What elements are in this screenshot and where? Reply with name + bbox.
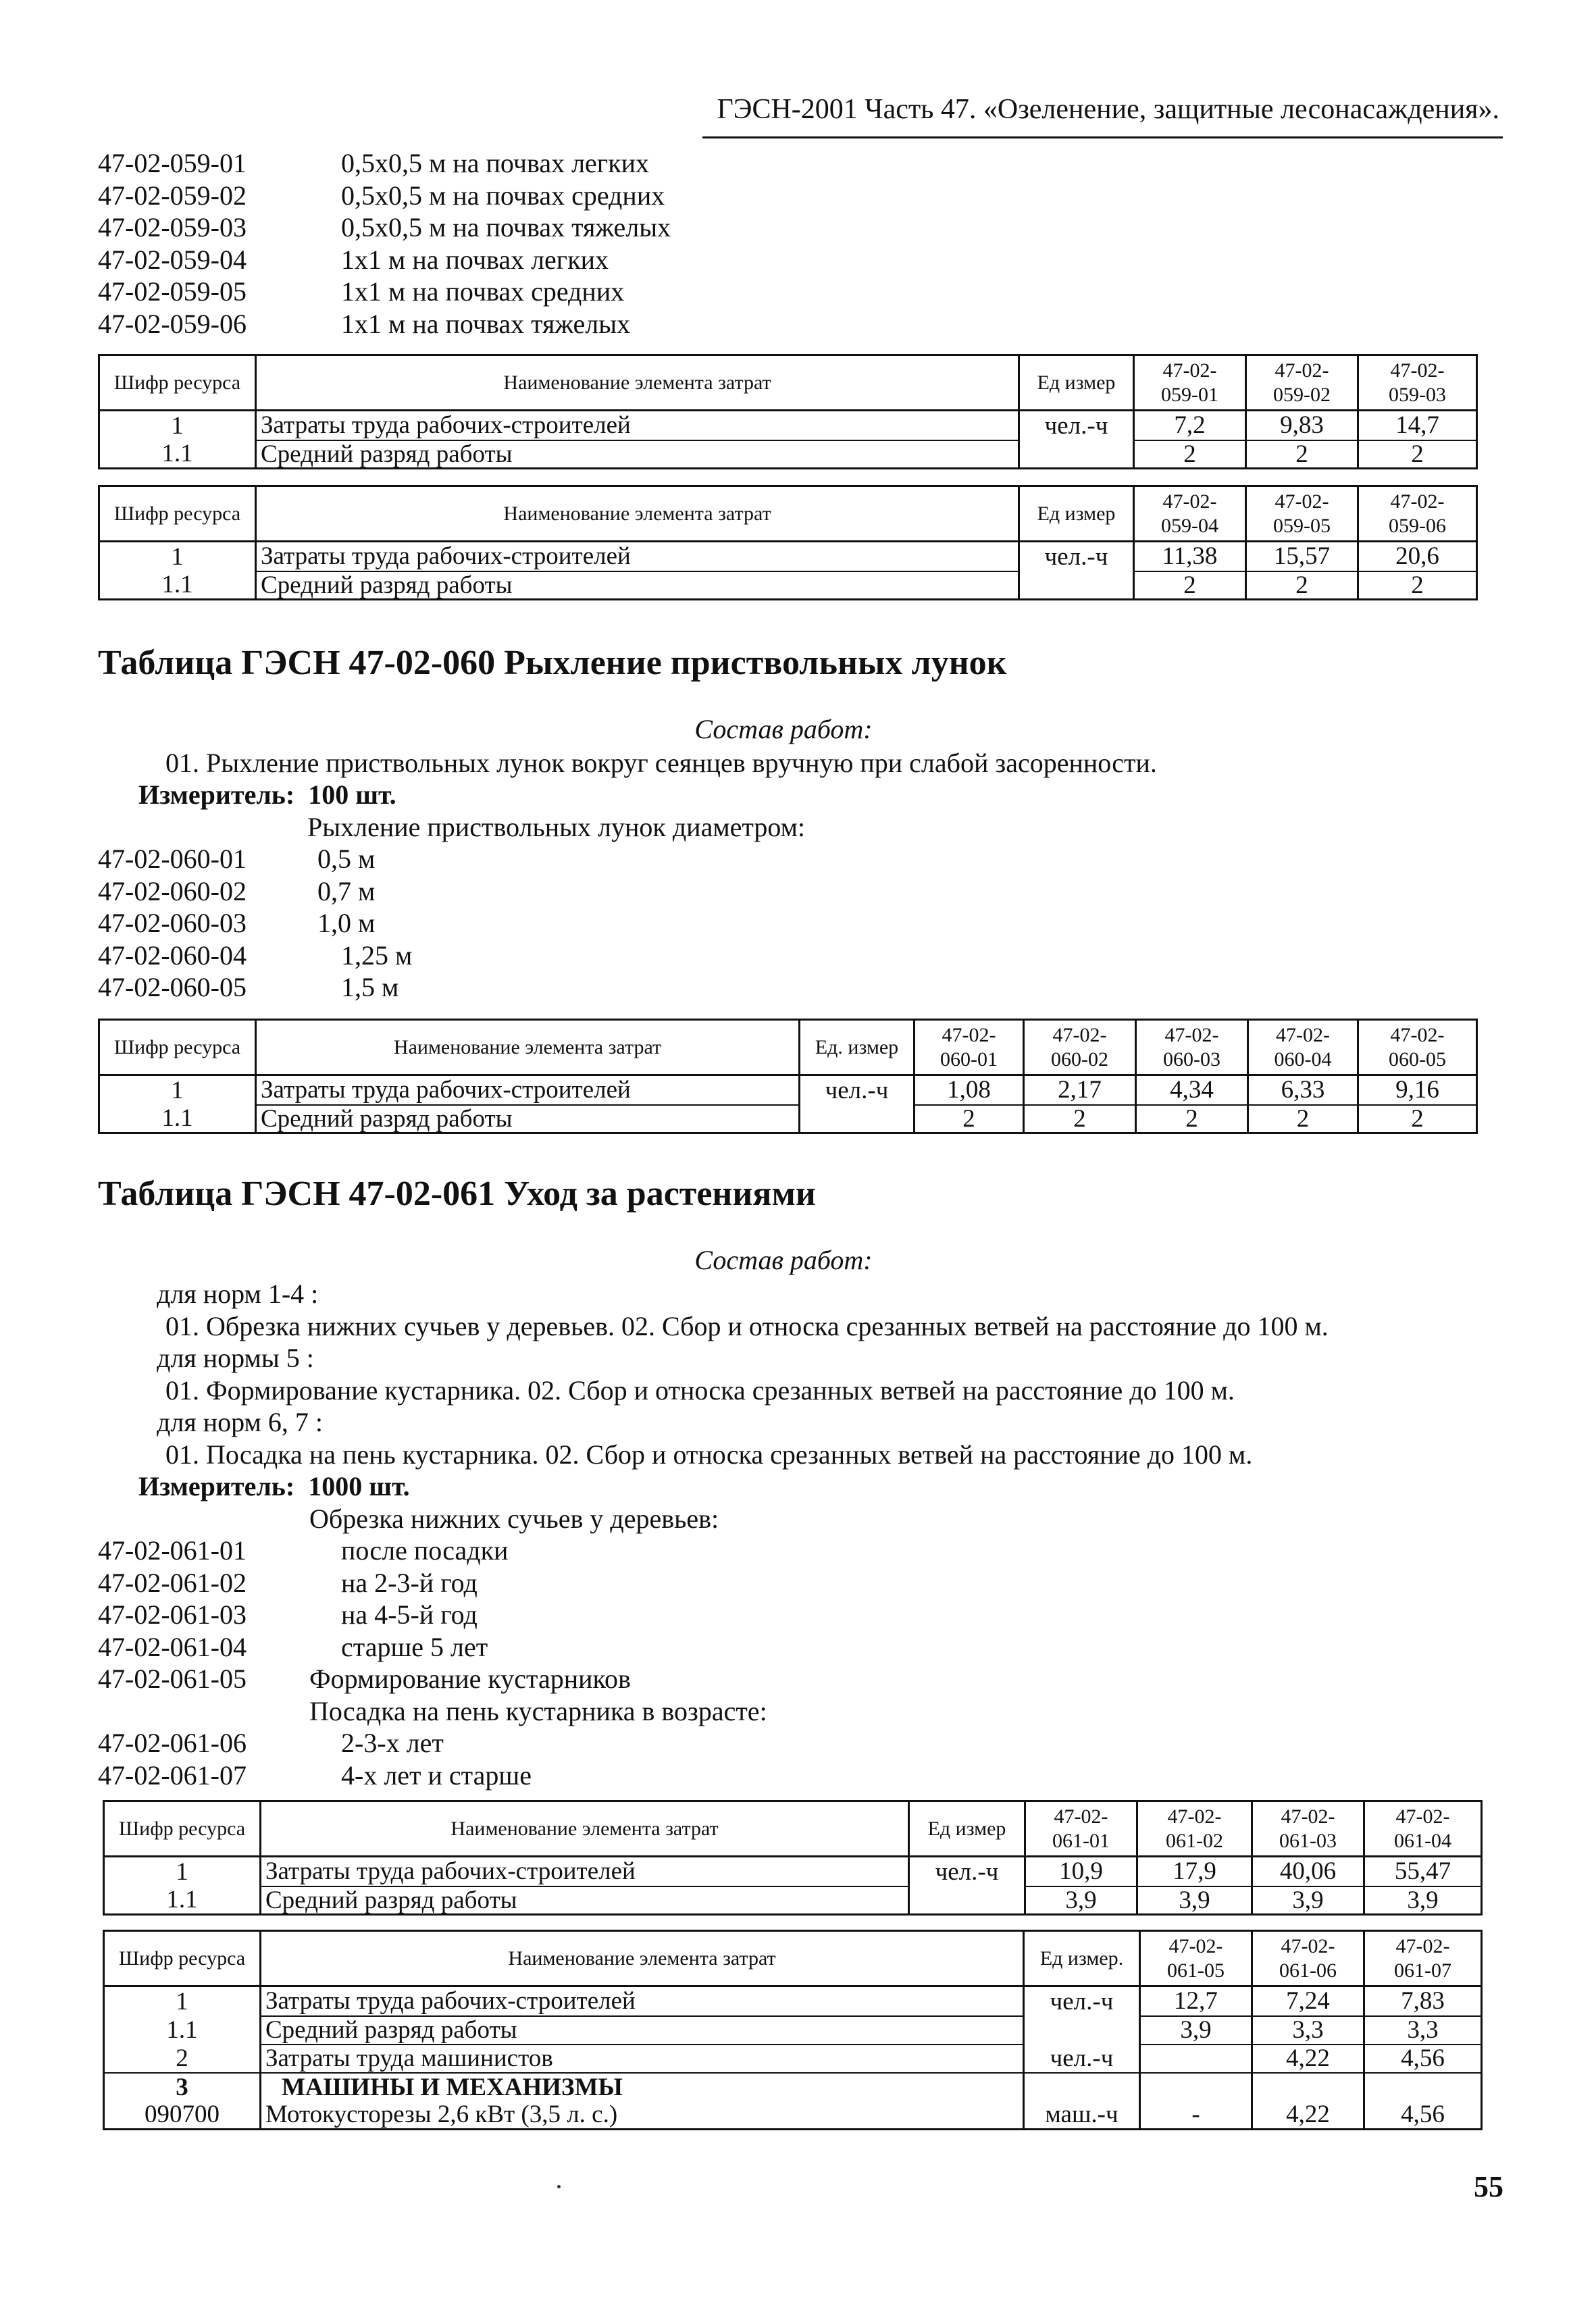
- meter-value: 1000 шт.: [308, 1471, 410, 1501]
- column-header: 47-02- 059-01: [1134, 355, 1246, 411]
- table-header-row: [99, 355, 1477, 411]
- list-intro: Посадка на пень кустарника в возрасте:: [309, 1695, 767, 1726]
- cell: 7,24: [1252, 1986, 1364, 2016]
- table-header-row: [104, 1931, 1482, 1986]
- meter-value: 100 шт.: [308, 779, 396, 810]
- cell: 15,57: [1246, 542, 1358, 571]
- cell: 2,17: [1024, 1075, 1136, 1105]
- cell: чел.-ч: [1024, 2045, 1140, 2073]
- column-header: Наименование элемента затрат: [256, 486, 1019, 542]
- norm-code: 47-02-061-05: [98, 1664, 247, 1694]
- cell: 2: [1134, 440, 1246, 469]
- norm-scope: для норм 6, 7 :: [157, 1407, 323, 1437]
- norm-text: 1,0 м: [317, 908, 376, 938]
- cell: 2: [1248, 1105, 1358, 1133]
- column-header: Наименование элемента затрат: [261, 1931, 1024, 1986]
- meter-line: [138, 1470, 410, 1502]
- cell: 2: [104, 2045, 261, 2073]
- list-intro: Рыхление приствольных лунок диаметром:: [307, 812, 806, 842]
- cell: Затраты труда рабочих-строителей: [256, 1075, 800, 1105]
- list-item: [98, 1599, 767, 1631]
- table-header-row: [99, 486, 1477, 542]
- norm-code: 47-02-060-04: [98, 940, 247, 971]
- norm-code: 47-02-060-01: [98, 844, 247, 874]
- cell: 17,9: [1137, 1857, 1252, 1886]
- cell: 9,83: [1246, 411, 1358, 440]
- cell: 2: [1024, 1105, 1136, 1133]
- norm-scope: для нормы 5 :: [157, 1343, 314, 1373]
- column-header: 47-02- 059-03: [1358, 355, 1477, 411]
- table-header-row: [104, 1801, 1482, 1857]
- cell: Средний разряд работы: [261, 1886, 909, 1915]
- cell: 3,9: [1025, 1886, 1137, 1915]
- table-row: [99, 542, 1477, 571]
- cell: -: [1140, 2101, 1252, 2130]
- cell: 1.1: [104, 2016, 261, 2045]
- column-header: Наименование элемента затрат: [256, 355, 1019, 411]
- cell: Средний разряд работы: [256, 1105, 800, 1133]
- column-header: Шифр ресурса: [104, 1801, 261, 1857]
- table-row: [99, 411, 1477, 440]
- cell: 2: [1136, 1105, 1248, 1133]
- meter-label: Измеритель:: [138, 779, 295, 810]
- list-item: [98, 1663, 767, 1695]
- list-item: [98, 1535, 767, 1567]
- cell: [1140, 2045, 1252, 2073]
- cell: 1.1: [104, 1886, 261, 1915]
- norm-code: 47-02-060-05: [98, 972, 247, 1002]
- table-header-row: [99, 1020, 1477, 1075]
- norm-list-061: [98, 1535, 767, 1791]
- cell: 2: [1246, 440, 1358, 469]
- column-header: 47-02- 059-05: [1246, 486, 1358, 542]
- column-header: 47-02- 061-05: [1140, 1931, 1252, 1986]
- norm-text: старше 5 лет: [341, 1631, 488, 1662]
- resource-table-061-b: [103, 1930, 1483, 2130]
- cell: 090700: [104, 2101, 261, 2130]
- norm-text: 0,7 м: [317, 875, 376, 906]
- norm-code: 47-02-061-02: [98, 1567, 247, 1598]
- list-item: [98, 971, 412, 1004]
- column-header: 47-02- 060-01: [915, 1020, 1024, 1075]
- cell: чел.-ч: [1019, 411, 1134, 440]
- list-item: [98, 1567, 767, 1599]
- cell: 4,34: [1136, 1075, 1248, 1105]
- cell: Затраты труда рабочих-строителей: [256, 542, 1019, 571]
- table-row: [99, 1105, 1477, 1133]
- cell: Затраты труда рабочих-строителей: [261, 1986, 1024, 2016]
- column-header: 47-02- 061-06: [1252, 1931, 1364, 1986]
- list-item: [98, 875, 412, 908]
- norm-code: 47-02-061-04: [98, 1631, 247, 1662]
- cell: чел.-ч: [1024, 1986, 1140, 2016]
- cell: Мотокусторезы 2,6 кВт (3,5 л. с.): [261, 2101, 1024, 2130]
- column-header: 47-02- 059-02: [1246, 355, 1358, 411]
- cell: 2: [1134, 571, 1246, 600]
- norm-code: 47-02-061-07: [98, 1759, 247, 1791]
- list-item: [98, 843, 412, 875]
- meter-label: Измеритель:: [138, 1471, 295, 1501]
- section-title-060: Таблица ГЭСН 47-02-060 Рыхление приствольных лунок: [98, 644, 1007, 682]
- column-header: 47-02- 059-04: [1134, 486, 1246, 542]
- table-row: [104, 2016, 1482, 2045]
- norm-list-060: [98, 843, 412, 1004]
- list-item: [98, 211, 671, 244]
- table-row: [104, 2073, 1482, 2101]
- resource-table-059-b: [98, 485, 1478, 600]
- norm-text: на 4-5-й год: [341, 1599, 478, 1630]
- list-item: [98, 1695, 767, 1728]
- norm-scope: для норм 1-4 :: [157, 1279, 319, 1309]
- norm-code: 47-02-059-02: [98, 180, 247, 211]
- column-header: Ед измер: [1019, 486, 1134, 542]
- column-header: Ед измер: [1019, 355, 1134, 411]
- norm-text: 4-х лет и старше: [341, 1759, 532, 1791]
- cell: 3,9: [1137, 1886, 1252, 1915]
- norm-text: после посадки: [341, 1535, 509, 1566]
- column-header: 47-02- 059-06: [1358, 486, 1477, 542]
- norm-code: 47-02-060-03: [98, 908, 247, 938]
- column-header: 47-02- 061-07: [1364, 1931, 1482, 1986]
- page-number: 55: [1474, 2170, 1503, 2203]
- norm-text: 1х1 м на почвах легких: [341, 244, 609, 275]
- cell: 10,9: [1025, 1857, 1137, 1886]
- cell: 2: [1358, 1105, 1477, 1133]
- norm-code: 47-02-061-01: [98, 1535, 247, 1566]
- cell: [800, 1105, 915, 1133]
- cell: 1.1: [99, 571, 256, 600]
- cell: 1,08: [915, 1075, 1024, 1105]
- list-item: [98, 940, 412, 972]
- list-item: [98, 1727, 767, 1759]
- column-header: Ед. измер: [800, 1020, 915, 1075]
- cell: 3,9: [1364, 1886, 1482, 1915]
- column-header: 47-02- 061-01: [1025, 1801, 1137, 1857]
- list-intro: Обрезка нижних сучьев у деревьев:: [309, 1503, 719, 1534]
- table-row: [104, 1986, 1482, 2016]
- cell: 7,83: [1364, 1986, 1482, 2016]
- norm-code: 47-02-061-03: [98, 1599, 247, 1630]
- column-header: Шифр ресурса: [99, 1020, 256, 1075]
- cell: Затраты труда рабочих-строителей: [261, 1857, 909, 1886]
- cell: 3: [104, 2073, 261, 2101]
- cell: [1140, 2073, 1252, 2101]
- composition-label: Состав работ:: [694, 1245, 873, 1275]
- cell: 1: [104, 1986, 261, 2016]
- column-header: 47-02- 060-03: [1136, 1020, 1248, 1075]
- cell: 6,33: [1248, 1075, 1358, 1105]
- cell: [909, 1886, 1025, 1915]
- list-item: [98, 308, 671, 340]
- resource-table-061-a: [103, 1800, 1483, 1916]
- column-header: Ед измер: [909, 1801, 1025, 1857]
- list-item: [98, 147, 671, 180]
- cell: 4,22: [1252, 2101, 1364, 2130]
- norm-text: 1х1 м на почвах средних: [341, 276, 625, 307]
- column-header: 47-02- 060-02: [1024, 1020, 1136, 1075]
- cell: 3,9: [1252, 1886, 1364, 1915]
- norm-code: 47-02-059-03: [98, 212, 247, 242]
- list-item: [98, 244, 671, 276]
- column-header: Ед измер.: [1024, 1931, 1140, 1986]
- cell: 2: [1246, 571, 1358, 600]
- norm-text: 0,5х0,5 м на почвах тяжелых: [341, 212, 671, 242]
- column-header: 47-02- 061-04: [1364, 1801, 1482, 1857]
- cell: чел.-ч: [800, 1075, 915, 1105]
- table-row: [104, 1886, 1482, 1915]
- work-description: 01. Посадка на пень кустарника. 02. Сбор и относка срезанных ветвей на расстояние до 100 м.: [165, 1439, 1253, 1470]
- column-header: 47-02- 060-05: [1358, 1020, 1477, 1075]
- cell: 11,38: [1134, 542, 1246, 571]
- list-item: [98, 1759, 767, 1792]
- cell: Средний разряд работы: [256, 440, 1019, 469]
- cell: 1: [104, 1857, 261, 1886]
- cell: 55,47: [1364, 1857, 1482, 1886]
- norm-list-059: [98, 147, 671, 340]
- cell: маш.-ч: [1024, 2101, 1140, 2130]
- cell: 4,56: [1364, 2045, 1482, 2073]
- cell: 1: [99, 542, 256, 571]
- column-header: 47-02- 061-02: [1137, 1801, 1252, 1857]
- cell: 2: [1358, 571, 1477, 600]
- cell: 14,7: [1358, 411, 1477, 440]
- cell: МАШИНЫ И МЕХАНИЗМЫ: [261, 2073, 1024, 2101]
- cell: 3,3: [1364, 2016, 1482, 2045]
- cell: 1: [99, 1075, 256, 1105]
- column-header: Шифр ресурса: [99, 355, 256, 411]
- norm-code: 47-02-059-06: [98, 308, 247, 339]
- section-title-061: Таблица ГЭСН 47-02-061 Уход за растениями: [98, 1175, 816, 1213]
- norm-text: 1,5 м: [341, 972, 399, 1002]
- cell: 1.1: [99, 440, 256, 469]
- cell: 9,16: [1358, 1075, 1477, 1105]
- cell: Средний разряд работы: [256, 571, 1019, 600]
- resource-table-060: [98, 1019, 1478, 1134]
- table-row: [104, 1857, 1482, 1886]
- cell: 7,2: [1134, 411, 1246, 440]
- norm-text: 0,5х0,5 м на почвах легких: [341, 148, 650, 178]
- cell: 20,6: [1358, 542, 1477, 571]
- cell: Затраты труда рабочих-строителей: [256, 411, 1019, 440]
- norm-code: 47-02-060-02: [98, 875, 247, 906]
- cell: 1: [99, 411, 256, 440]
- cell: 4,56: [1364, 2101, 1482, 2130]
- cell: Затраты труда машинистов: [261, 2045, 1024, 2073]
- table-row: [99, 440, 1477, 469]
- running-header: ГЭСН-2001 Часть 47. «Озеленение, защитные лесонасаждения».: [717, 94, 1499, 125]
- cell: 2: [1358, 440, 1477, 469]
- cell: 4,22: [1252, 2045, 1364, 2073]
- work-description: 01. Формирование кустарника. 02. Сбор и относка срезанных ветвей на расстояние до 100 м.: [165, 1375, 1235, 1406]
- resource-table-059-a: [98, 354, 1478, 469]
- norm-code: 47-02-059-04: [98, 244, 247, 275]
- cell: [1024, 2073, 1140, 2101]
- cell: чел.-ч: [1019, 542, 1134, 571]
- work-description: 01. Обрезка нижних сучьев у деревьев. 02. Сбор и относка срезанных ветвей на расстояние до 100 м.: [165, 1311, 1329, 1341]
- cell: [1024, 2016, 1140, 2045]
- cell: 12,7: [1140, 1986, 1252, 2016]
- norm-code: 47-02-059-05: [98, 276, 247, 307]
- column-header: Наименование элемента затрат: [256, 1020, 800, 1075]
- scan-speck: [557, 2185, 561, 2188]
- cell: [1019, 440, 1134, 469]
- list-item: [98, 907, 412, 940]
- norm-text: 0,5 м: [317, 844, 376, 874]
- cell: чел.-ч: [909, 1857, 1025, 1886]
- composition-label: Состав работ:: [694, 714, 873, 744]
- norm-text: 1,25 м: [341, 940, 413, 971]
- list-item: [98, 180, 671, 212]
- table-row: [104, 2101, 1482, 2130]
- header-rule: [702, 136, 1503, 138]
- meter-line: [138, 779, 396, 811]
- cell: [1364, 2073, 1482, 2101]
- cell: [1019, 571, 1134, 600]
- table-row: [104, 2045, 1482, 2073]
- norm-code: 47-02-061-06: [98, 1728, 247, 1758]
- column-header: 47-02- 061-03: [1252, 1801, 1364, 1857]
- cell: 2: [915, 1105, 1024, 1133]
- column-header: Шифр ресурса: [99, 486, 256, 542]
- cell: Средний разряд работы: [261, 2016, 1024, 2045]
- norm-text: 0,5х0,5 м на почвах средних: [341, 180, 665, 211]
- list-item: [98, 276, 671, 308]
- list-item: [98, 1631, 767, 1664]
- norm-text: на 2-3-й год: [341, 1567, 478, 1598]
- column-header: Шифр ресурса: [104, 1931, 261, 1986]
- cell: [1252, 2073, 1364, 2101]
- norm-text: Формирование кустарников: [309, 1664, 631, 1694]
- norm-code: 47-02-059-01: [98, 148, 247, 178]
- table-row: [99, 571, 1477, 600]
- norm-text: 1х1 м на почвах тяжелых: [341, 308, 631, 339]
- column-header: 47-02- 060-04: [1248, 1020, 1358, 1075]
- column-header: Наименование элемента затрат: [261, 1801, 909, 1857]
- cell: 3,9: [1140, 2016, 1252, 2045]
- cell: 3,3: [1252, 2016, 1364, 2045]
- cell: 1.1: [99, 1105, 256, 1133]
- work-description: 01. Рыхление приствольных лунок вокруг сеянцев вручную при слабой засоренности.: [165, 748, 1157, 778]
- norm-text: 2-3-х лет: [341, 1728, 444, 1758]
- cell: 40,06: [1252, 1857, 1364, 1886]
- table-row: [99, 1075, 1477, 1105]
